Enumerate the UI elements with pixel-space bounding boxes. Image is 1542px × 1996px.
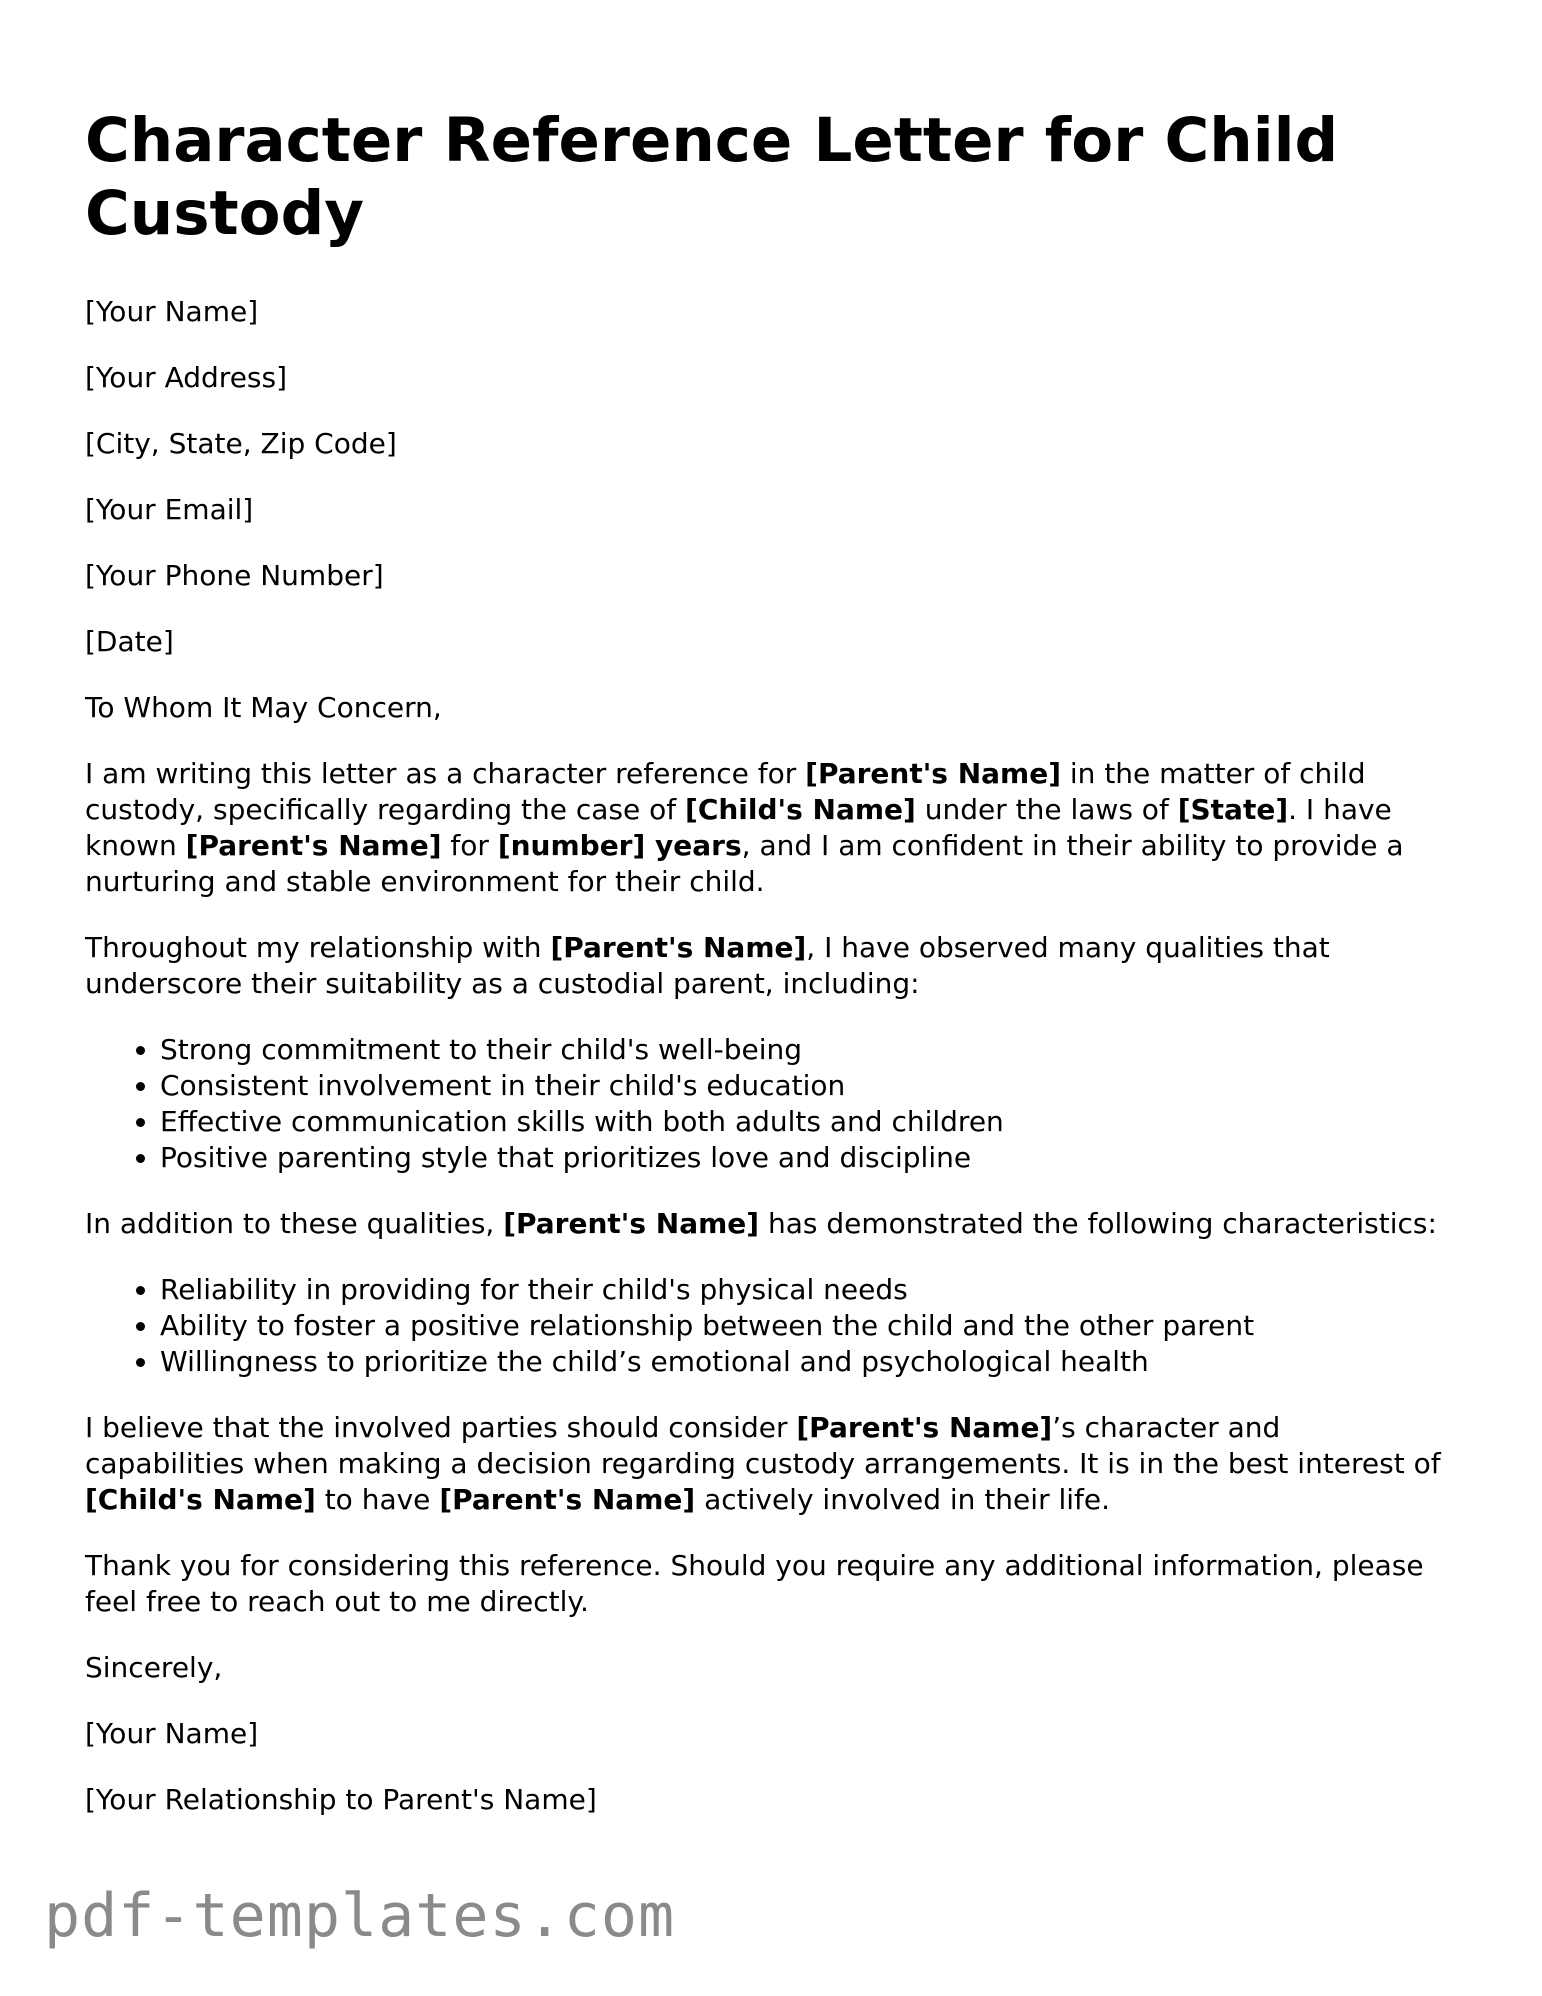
sender-address: [Your Address]	[85, 361, 288, 394]
list-item: • Willingness to prioritize the child’s emotional and psychological health	[160, 1344, 1445, 1380]
sender-city-state-zip: [City, State, Zip Code]	[85, 427, 397, 460]
placeholder-child-name: [Child's Name]	[685, 793, 916, 826]
placeholder-parent-name: [Parent's Name]	[796, 1411, 1053, 1444]
list-item: • Effective communication skills with both adults and children	[160, 1104, 1445, 1140]
placeholder-number-years: [number] years	[497, 829, 742, 862]
salutation: To Whom It May Concern,	[85, 691, 442, 724]
paragraph-qualities-intro: Throughout my relationship with [Parent's Name], I have observed many qualities that underscore their suitability as a custodial parent, including:	[85, 931, 1330, 1000]
list-item: • Consistent involvement in their child's education	[160, 1068, 1445, 1104]
letter-date: [Date]	[85, 625, 174, 658]
page-title: Character Reference Letter for Child Custody	[85, 105, 1339, 249]
paragraph-consideration: I believe that the involved parties should consider [Parent's Name]’s character and capabilities when making a decision regarding custody arrangements. It is in the best interest of [Child's Name] to have [Parent's Name] actively involved in their life.	[85, 1411, 1441, 1516]
placeholder-state: [State]	[1177, 793, 1289, 826]
characteristics-list	[85, 1272, 1445, 1380]
placeholder-parent-name: [Parent's Name]	[550, 931, 807, 964]
list-item: • Ability to foster a positive relationship between the child and the other parent	[160, 1308, 1445, 1344]
sender-block	[85, 294, 1445, 660]
closing: Sincerely,	[85, 1651, 223, 1684]
sender-name: [Your Name]	[85, 295, 259, 328]
placeholder-parent-name: [Parent's Name]	[805, 757, 1061, 790]
qualities-list	[85, 1032, 1445, 1176]
placeholder-parent-name: [Parent's Name]	[439, 1483, 696, 1516]
letter-page	[85, 104, 1445, 1848]
placeholder-parent-name: [Parent's Name]	[185, 829, 442, 862]
paragraph-thanks: Thank you for considering this reference. Should you require any additional information, please feel free to reach out to me directly.	[85, 1549, 1424, 1618]
placeholder-parent-name: [Parent's Name]	[503, 1207, 760, 1240]
signature-relationship: [Your Relationship to Parent's Name]	[85, 1783, 597, 1816]
list-item: • Reliability in providing for their child's physical needs	[160, 1272, 1445, 1308]
list-item: • Strong commitment to their child's well-being	[160, 1032, 1445, 1068]
paragraph-intro: I am writing this letter as a character reference for [Parent's Name] in the matter of child custody, specifically regarding the case of [Child's Name] under the laws of [State]. I have known [Parent's Name] for [number] years, and I am confident in their ability to provide a nurturing and stable environment for their child.	[85, 757, 1404, 898]
watermark-text: pdf-templates.com	[44, 1881, 676, 1951]
signature-name: [Your Name]	[85, 1717, 259, 1750]
list-item: • Positive parenting style that prioritizes love and discipline	[160, 1140, 1445, 1176]
sender-phone: [Your Phone Number]	[85, 559, 384, 592]
sender-email: [Your Email]	[85, 493, 254, 526]
placeholder-child-name: [Child's Name]	[85, 1483, 316, 1516]
paragraph-characteristics-intro: In addition to these qualities, [Parent's Name] has demonstrated the following characteristics:	[85, 1207, 1437, 1240]
